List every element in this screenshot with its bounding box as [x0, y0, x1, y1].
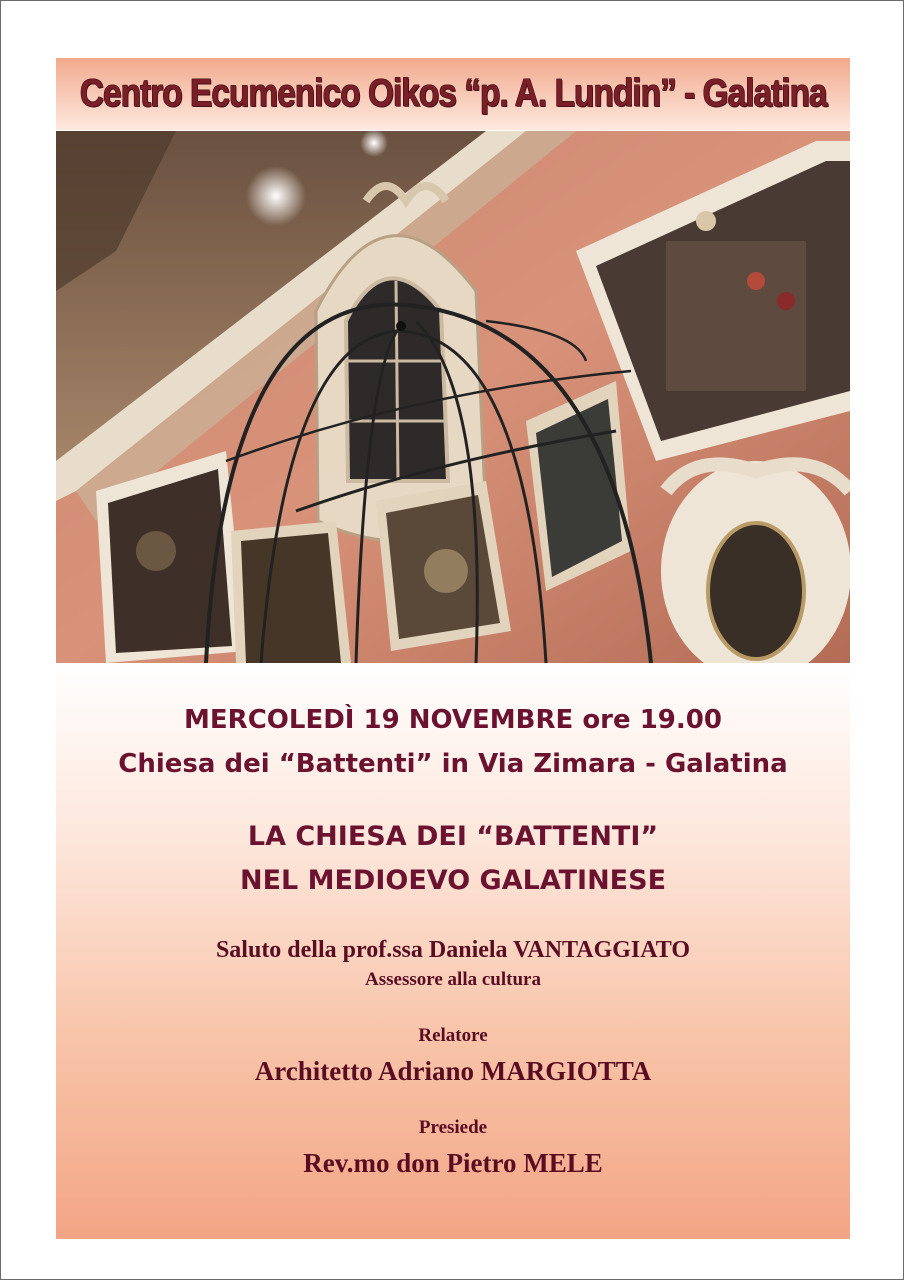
talk-title-line-1: LA CHIESA DEI “BATTENTI” — [247, 821, 659, 852]
greeting-text: Saluto della prof.ssa Daniela VANTAGGIATO — [215, 937, 691, 963]
chair-name: Rev.mo don Pietro MELE — [303, 1148, 603, 1178]
event-date-time: MERCOLEDÌ 19 NOVEMBRE ore 19.00 — [184, 705, 722, 735]
header-band — [56, 58, 850, 130]
church-interior-photo — [56, 131, 850, 663]
event-place: Chiesa dei “Battenti” in Via Zimara - Galatina — [118, 749, 788, 779]
talk-title-line-2: NEL MEDIOEVO GALATINESE — [239, 865, 667, 896]
church-interior-illustration — [56, 131, 850, 663]
chair-label: Presiede — [418, 1117, 488, 1138]
speaker-label: Relatore — [418, 1025, 488, 1046]
header-title: Centro Ecumenico Oikos “p. A. Lundin” - Galatina — [79, 72, 827, 115]
speaker-name: Architetto Adriano MARGIOTTA — [254, 1056, 652, 1086]
event-info-panel — [56, 663, 850, 1239]
greeting-role: Assessore alla cultura — [365, 969, 541, 990]
